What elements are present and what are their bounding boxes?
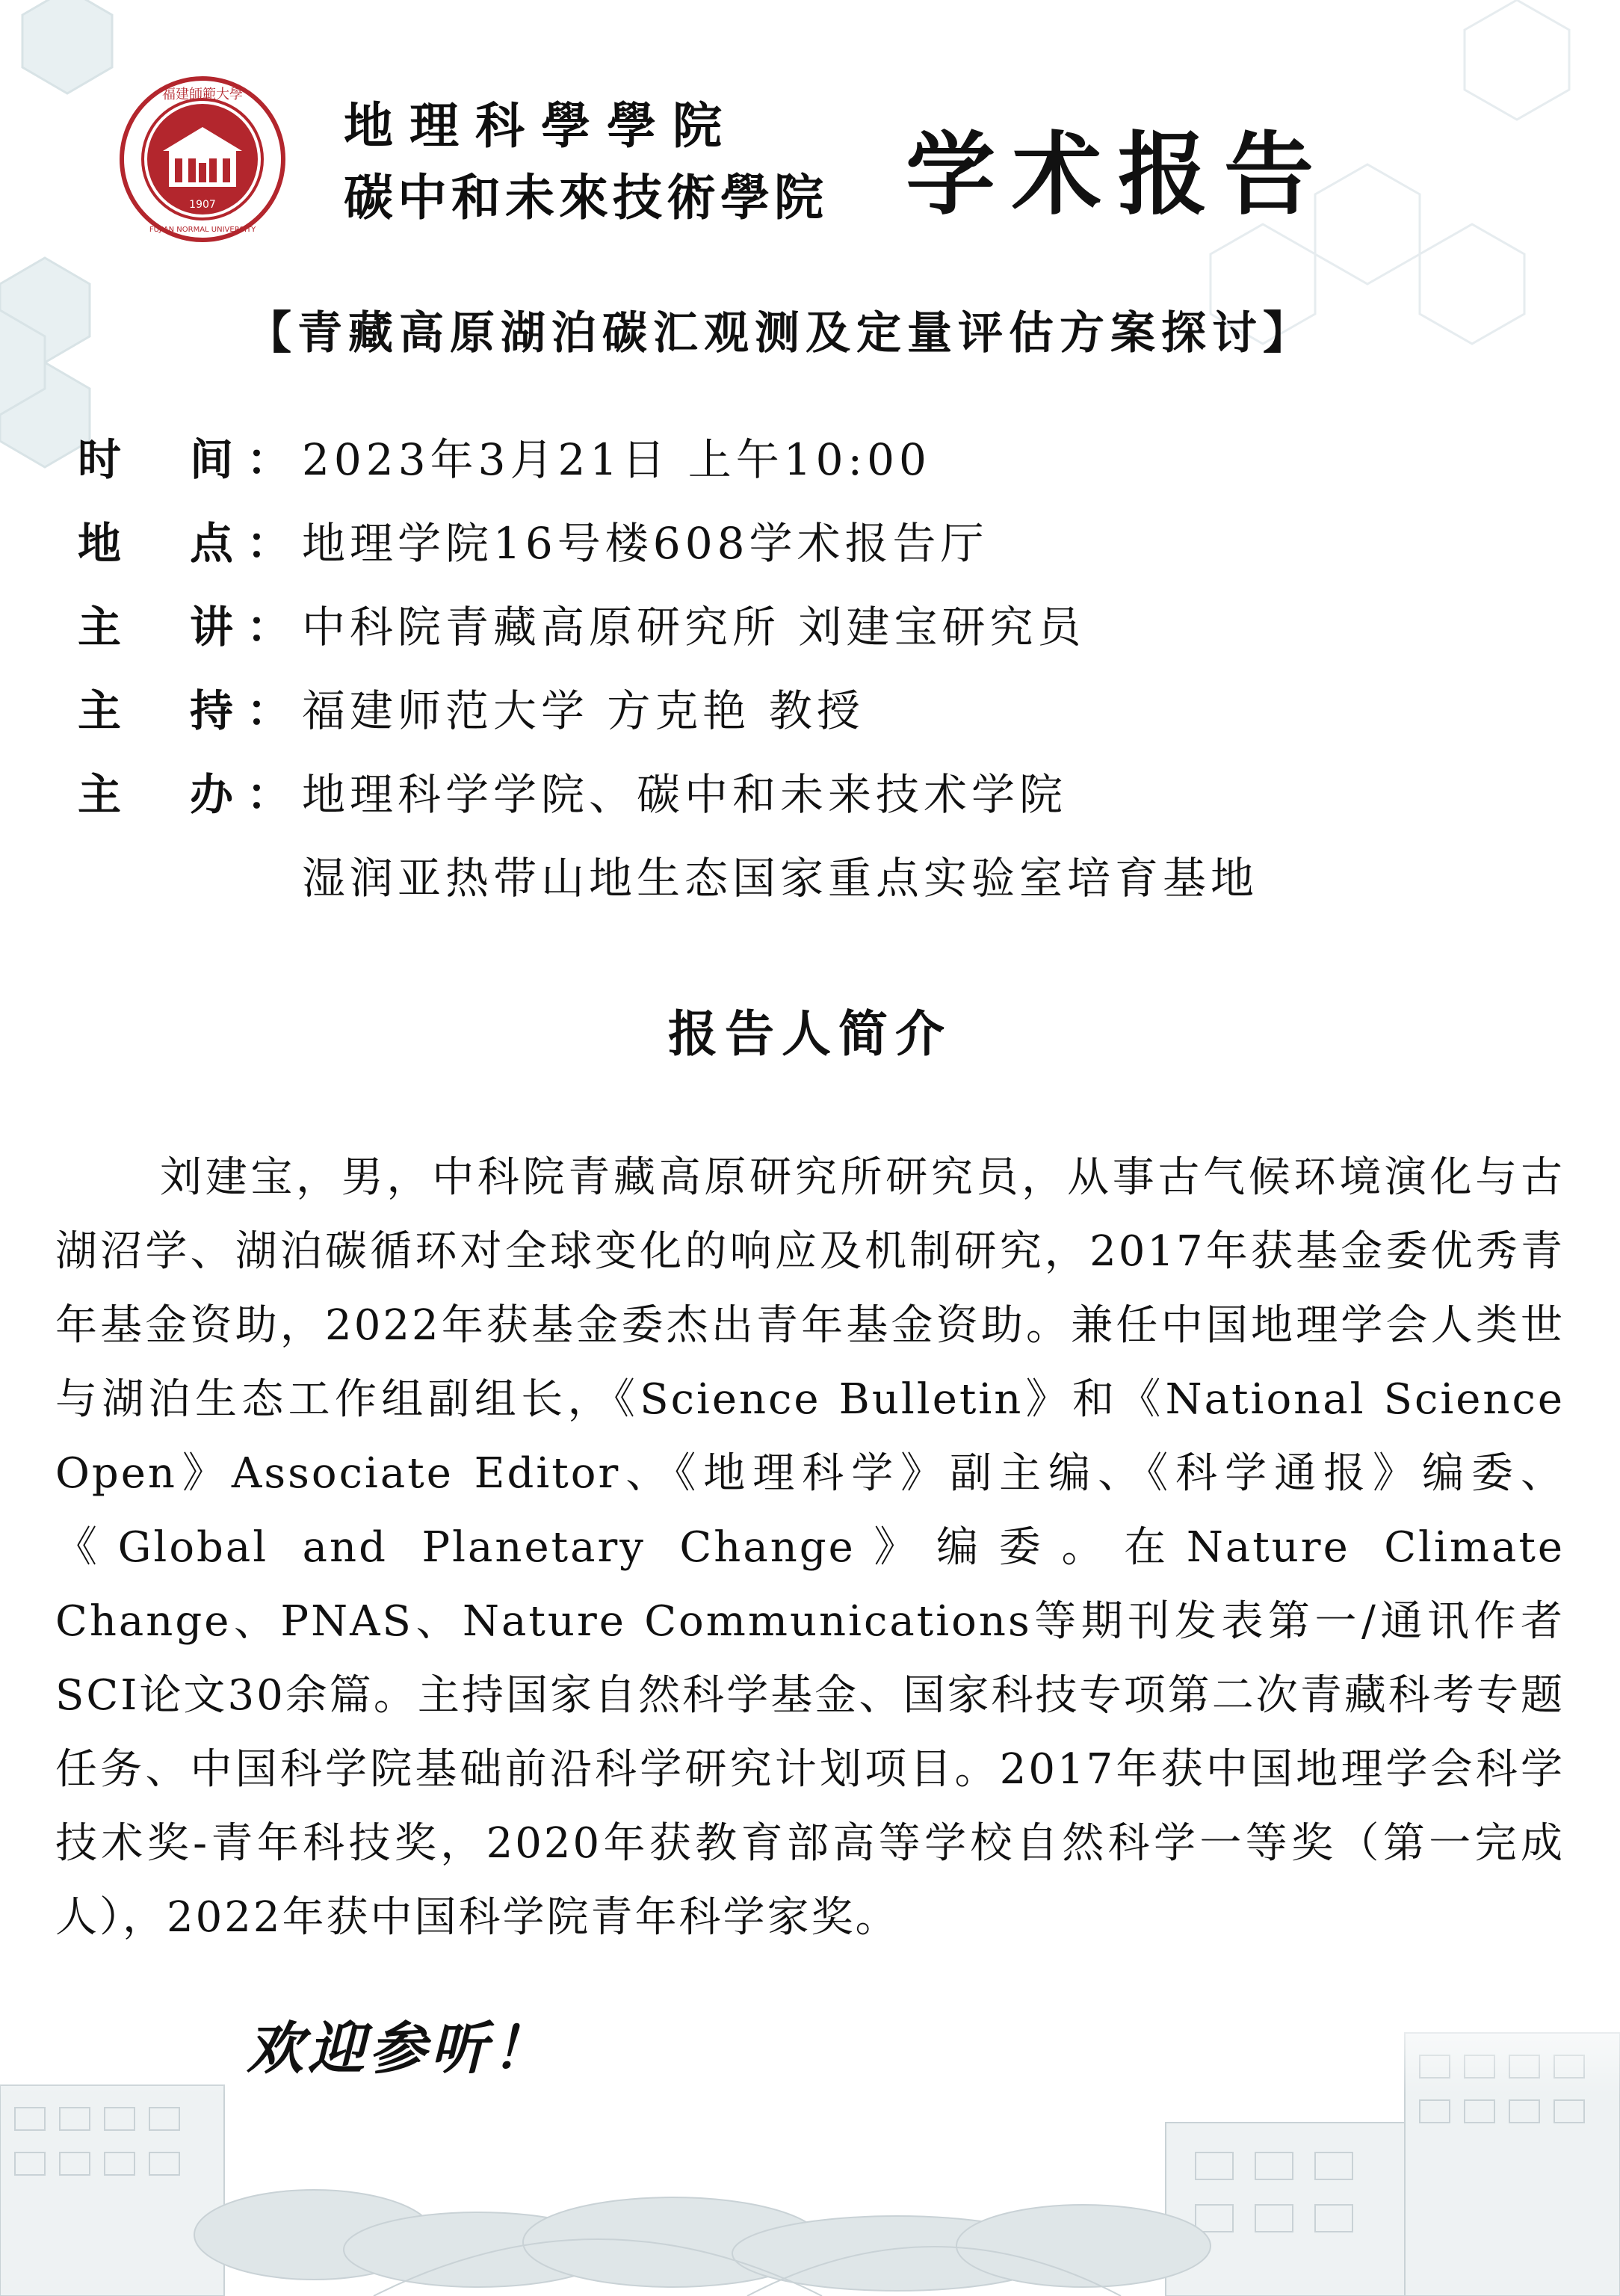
label-char-2: 间 [190, 434, 238, 485]
logo-bottom-text: FUJIAN NORMAL UNIVERSITY [149, 226, 256, 234]
label-char-1: 地 [78, 518, 126, 569]
info-row-host [78, 676, 1497, 759]
school-name-geography: 地理科學學院 [344, 96, 738, 155]
info-row-time [78, 425, 1497, 508]
info-value-host: 福建师范大学 方克艳 教授 [302, 685, 865, 736]
label-char-2: 点 [190, 518, 238, 569]
report-title: 学术报告 [906, 122, 1330, 227]
school-names [344, 90, 867, 233]
welcome-text: 欢迎参听！ [247, 2015, 553, 2081]
label-char-2: 办 [190, 769, 238, 820]
info-row-organizer [78, 759, 1497, 843]
info-row-organizer-2 [78, 843, 1497, 927]
info-value-place: 地理学院16号楼608学术报告厅 [302, 518, 989, 569]
school-name-carbon: 碳中和未來技術學院 [344, 168, 828, 226]
label-colon: ： [247, 769, 295, 820]
info-row-speaker [78, 592, 1497, 676]
label-colon: ： [247, 602, 295, 652]
label-colon: ： [247, 434, 295, 485]
event-info [78, 425, 1497, 927]
logo-top-text: 福建師範大學 [162, 87, 243, 102]
label-colon: ： [247, 518, 295, 569]
label-char-2: 持 [190, 685, 238, 736]
label-char-1: 主 [78, 602, 126, 652]
label-char-2: 讲 [190, 602, 238, 652]
info-value-organizer-2: 湿润亚热带山地生态国家重点实验室培育基地 [302, 853, 1259, 904]
campus-sketch-illustration [0, 1988, 1620, 2296]
label-colon: ： [247, 685, 295, 736]
label-char-1: 主 [78, 685, 126, 736]
info-value-time: 2023年3月21日 上午10:00 [302, 434, 931, 485]
info-row-place [78, 508, 1497, 592]
label-char-1: 主 [78, 769, 126, 820]
logo-year: 1907 [189, 199, 216, 211]
university-logo [118, 75, 287, 244]
info-value-organizer: 地理科学学院、碳中和未来技术学院 [302, 769, 1068, 820]
label-char-1: 时 [78, 434, 126, 485]
info-value-speaker: 中科院青藏高原研究所 刘建宝研究员 [302, 602, 1086, 652]
speaker-bio: 刘建宝，男，中科院青藏高原研究所研究员，从事古气候环境演化与古湖沼学、湖泊碳循环对全球变化的响应及机制研究，2017年获基金委优秀青年基金资助，2022年获基金委杰出青年基金资助。兼任中国地理学会人类世与湖泊生态工作组副组长，《Science Bulletin》和《National Science Open》Associate Editor、《地理科学》副主编、《科学通报》编委、《Global and Planetary Change》编委。在Nature Climate Change、PNAS、Nature Communications等期刊发表第一/通讯作者SCI论文30余篇。主持国家自然科学基金、国家科技专项第二次青藏科考专题任务、中国科学院基础前沿科学研究计划项目。2017年获中国地理学会科学技术奖-青年科技奖，2020年获教育部高等学校自然科学一等奖（第一完成人），2022年获中国科学院青年科学家奖。 [55, 1153, 1565, 1942]
speaker-intro-title: 报告人简介 [668, 1004, 952, 1063]
report-topic: 【青藏高原湖泊碳汇观测及定量评估方案探讨】 [247, 307, 1314, 359]
